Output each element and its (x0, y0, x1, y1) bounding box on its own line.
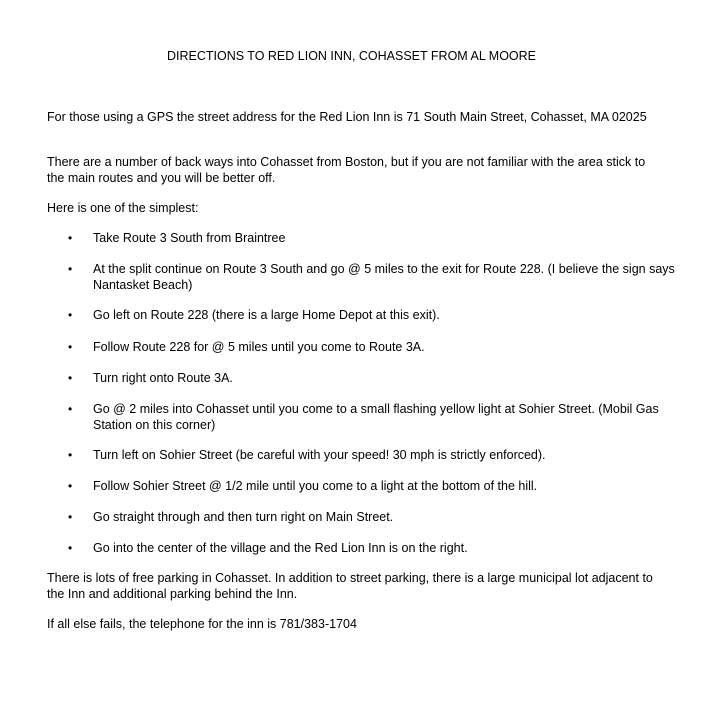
bullet-icon: • (68, 479, 73, 493)
step-text: Turn right onto Route 3A. (93, 371, 233, 385)
back-ways-paragraph: There are a number of back ways into Cohasset from Boston, but if you are not familiar with the area stick to the main routes and you will be better off. (47, 155, 646, 185)
step-text: Follow Route 228 for @ 5 miles until you come to Route 3A. (93, 340, 425, 354)
bullet-icon: • (68, 402, 73, 416)
step-text: Follow Sohier Street @ 1/2 mile until you come to a light at the bottom of the hill. (93, 479, 538, 493)
step-text: Go left on Route 228 (there is a large Home Depot at this exit). (93, 308, 440, 322)
intro-paragraph: Here is one of the simplest: (47, 201, 199, 215)
bullet-icon: • (68, 371, 73, 385)
bullet-icon: • (68, 340, 73, 354)
page-title: DIRECTIONS TO RED LION INN, COHASSET FROM AL MOORE (166, 49, 537, 63)
bullet-icon: • (68, 308, 73, 322)
gps-paragraph: For those using a GPS the street address for the Red Lion Inn is 71 South Main Street, Cohasset, MA 02025 (47, 110, 647, 124)
bullet-icon: • (68, 448, 73, 462)
step-text: Take Route 3 South from Braintree (93, 231, 286, 245)
step-text: Go into the center of the village and the Red Lion Inn is on the right. (93, 541, 468, 555)
bullet-icon: • (68, 262, 73, 276)
step-text: At the split continue on Route 3 South and go @ 5 miles to the exit for Route 228. (I believe the sign says Nantasket Beach) (93, 262, 675, 292)
bullet-icon: • (68, 541, 73, 555)
bullet-icon: • (68, 510, 73, 524)
bullet-icon: • (68, 231, 73, 245)
parking-paragraph: There is lots of free parking in Cohasset. In addition to street parking, there is a large municipal lot adjacent to the Inn and additional parking behind the Inn. (47, 571, 653, 601)
step-text: Go straight through and then turn right on Main Street. (93, 510, 394, 524)
step-text: Go @ 2 miles into Cohasset until you come to a small flashing yellow light at Sohier Street. (Mobil Gas Station on this corner) (93, 402, 659, 432)
telephone-paragraph: If all else fails, the telephone for the inn is 781/383-1704 (47, 617, 357, 631)
step-text: Turn left on Sohier Street (be careful with your speed! 30 mph is strictly enforced). (93, 448, 546, 462)
